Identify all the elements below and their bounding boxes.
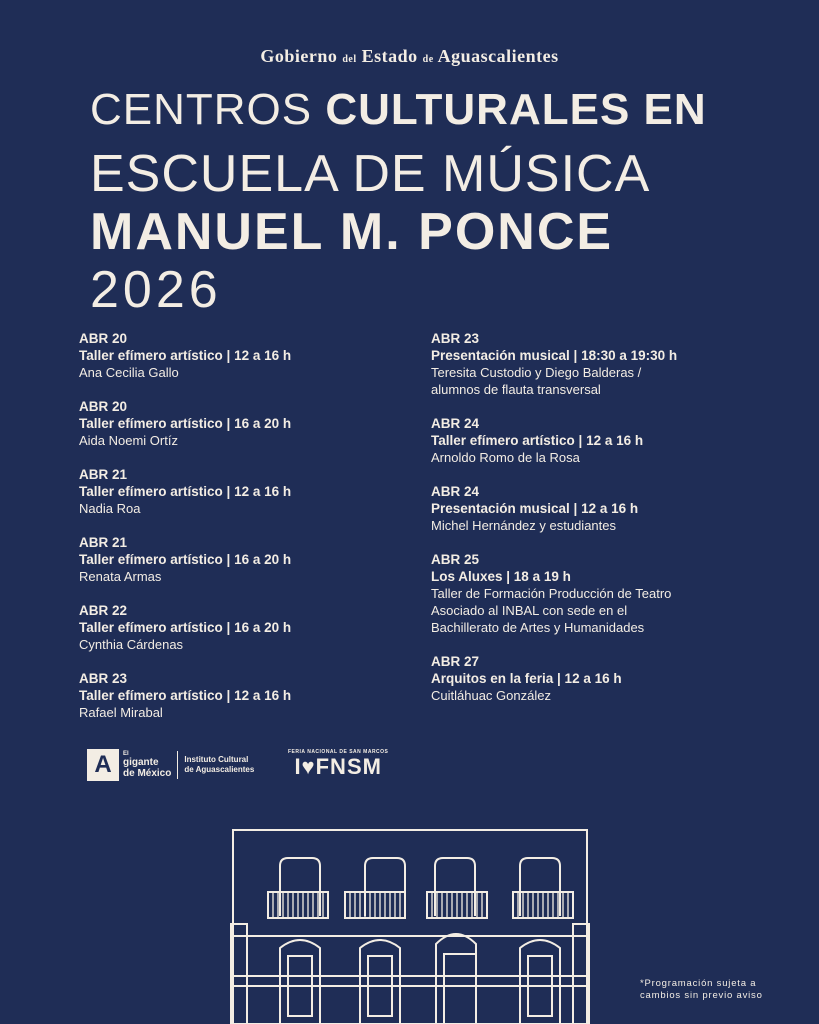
icul-l2: de Aguascalientes — [184, 765, 255, 774]
event-activity: Los Aluxes | 18 a 19 h — [431, 569, 571, 584]
fnsm-sup: FERIA NACIONAL DE SAN MARCOS — [288, 749, 389, 755]
event-entry — [79, 330, 291, 381]
icul-l1: Instituto Cultural — [184, 755, 249, 764]
government-header — [0, 46, 819, 67]
building-facade-illustration — [228, 826, 596, 1024]
event-entry — [79, 466, 291, 517]
event-activity: Presentación musical | 12 a 16 h — [431, 501, 639, 516]
logo-divider — [177, 751, 178, 779]
event-activity: Taller efímero artístico | 12 a 16 h — [431, 433, 644, 448]
gigante-l3: de México — [123, 768, 172, 779]
event-presenter: Aida Noemi Ortíz — [79, 433, 178, 448]
event-entry — [79, 398, 291, 449]
event-date: ABR 23 — [79, 671, 128, 686]
gov-word-2: Estado — [361, 46, 418, 66]
event-activity: Arquitos en la feria | 12 a 16 h — [431, 671, 622, 686]
event-presenter: Taller de Formación Producción de Teatro Asociado al INBAL con sede en el Bachillerato de Artes y Humanidades — [431, 586, 672, 635]
event-presenter: Arnoldo Romo de la Rosa — [431, 450, 580, 465]
event-presenter: Teresita Custodio y Diego Balderas / alumnos de flauta transversal — [431, 365, 642, 397]
poster-title — [90, 85, 790, 319]
event-activity: Taller efímero artístico | 12 a 16 h — [79, 348, 292, 363]
title-line-3: MANUEL M. PONCE — [90, 203, 614, 261]
gigante-logo-text — [123, 751, 171, 779]
event-presenter: Renata Armas — [79, 569, 162, 584]
event-date: ABR 22 — [79, 603, 128, 618]
event-activity: Taller efímero artístico | 16 a 20 h — [79, 416, 292, 431]
gigante-l2: gigante — [123, 757, 159, 768]
event-date: ABR 20 — [79, 331, 128, 346]
event-entry — [431, 653, 677, 704]
event-presenter: Rafael Mirabal — [79, 705, 163, 720]
schedule-disclaimer: *Programación sujeta a cambios sin previo aviso — [640, 978, 763, 1001]
partner-logos — [87, 748, 254, 782]
event-activity: Taller efímero artístico | 16 a 20 h — [79, 620, 292, 635]
event-date: ABR 25 — [431, 552, 480, 567]
event-presenter: Nadia Roa — [79, 501, 141, 516]
gov-small-1: del — [342, 54, 357, 65]
event-entry — [431, 551, 677, 636]
event-presenter: Cuitláhuac González — [431, 688, 551, 703]
event-date: ABR 21 — [79, 535, 128, 550]
event-date: ABR 24 — [431, 484, 480, 499]
event-entry — [431, 415, 677, 466]
event-activity: Taller efímero artístico | 16 a 20 h — [79, 552, 292, 567]
event-date: ABR 20 — [79, 399, 128, 414]
event-date: ABR 23 — [431, 331, 480, 346]
events-column-right — [431, 330, 677, 721]
gigante-logo-icon: A — [87, 749, 119, 781]
gov-word-1: Gobierno — [260, 46, 338, 66]
title-line-1-light: CENTROS — [90, 85, 326, 134]
gov-word-3: Aguascalientes — [437, 46, 559, 66]
event-date: ABR 21 — [79, 467, 128, 482]
fnsm-logo — [288, 749, 388, 779]
event-entry — [431, 483, 677, 534]
title-year: 2026 — [90, 261, 222, 319]
event-entry — [79, 602, 291, 653]
gigante-l1: El — [123, 751, 129, 757]
event-date: ABR 24 — [431, 416, 480, 431]
event-date: ABR 27 — [431, 654, 480, 669]
fnsm-main: I♥FNSM — [294, 754, 382, 779]
icul-logo-text — [184, 755, 254, 775]
events-column-left — [79, 330, 291, 738]
title-line-1-bold: CULTURALES EN — [325, 85, 707, 134]
event-activity: Presentación musical | 18:30 a 19:30 h — [431, 348, 678, 363]
event-entry — [79, 534, 291, 585]
title-line-2: ESCUELA DE MÚSICA — [90, 145, 651, 203]
event-entry — [431, 330, 677, 398]
event-presenter: Michel Hernández y estudiantes — [431, 518, 616, 533]
gov-small-2: de — [422, 54, 434, 65]
event-entry — [79, 670, 291, 721]
event-presenter: Cynthia Cárdenas — [79, 637, 184, 652]
event-activity: Taller efímero artístico | 12 a 16 h — [79, 688, 292, 703]
event-presenter: Ana Cecilia Gallo — [79, 365, 179, 380]
title-line-1 — [90, 85, 790, 148]
event-activity: Taller efímero artístico | 12 a 16 h — [79, 484, 292, 499]
